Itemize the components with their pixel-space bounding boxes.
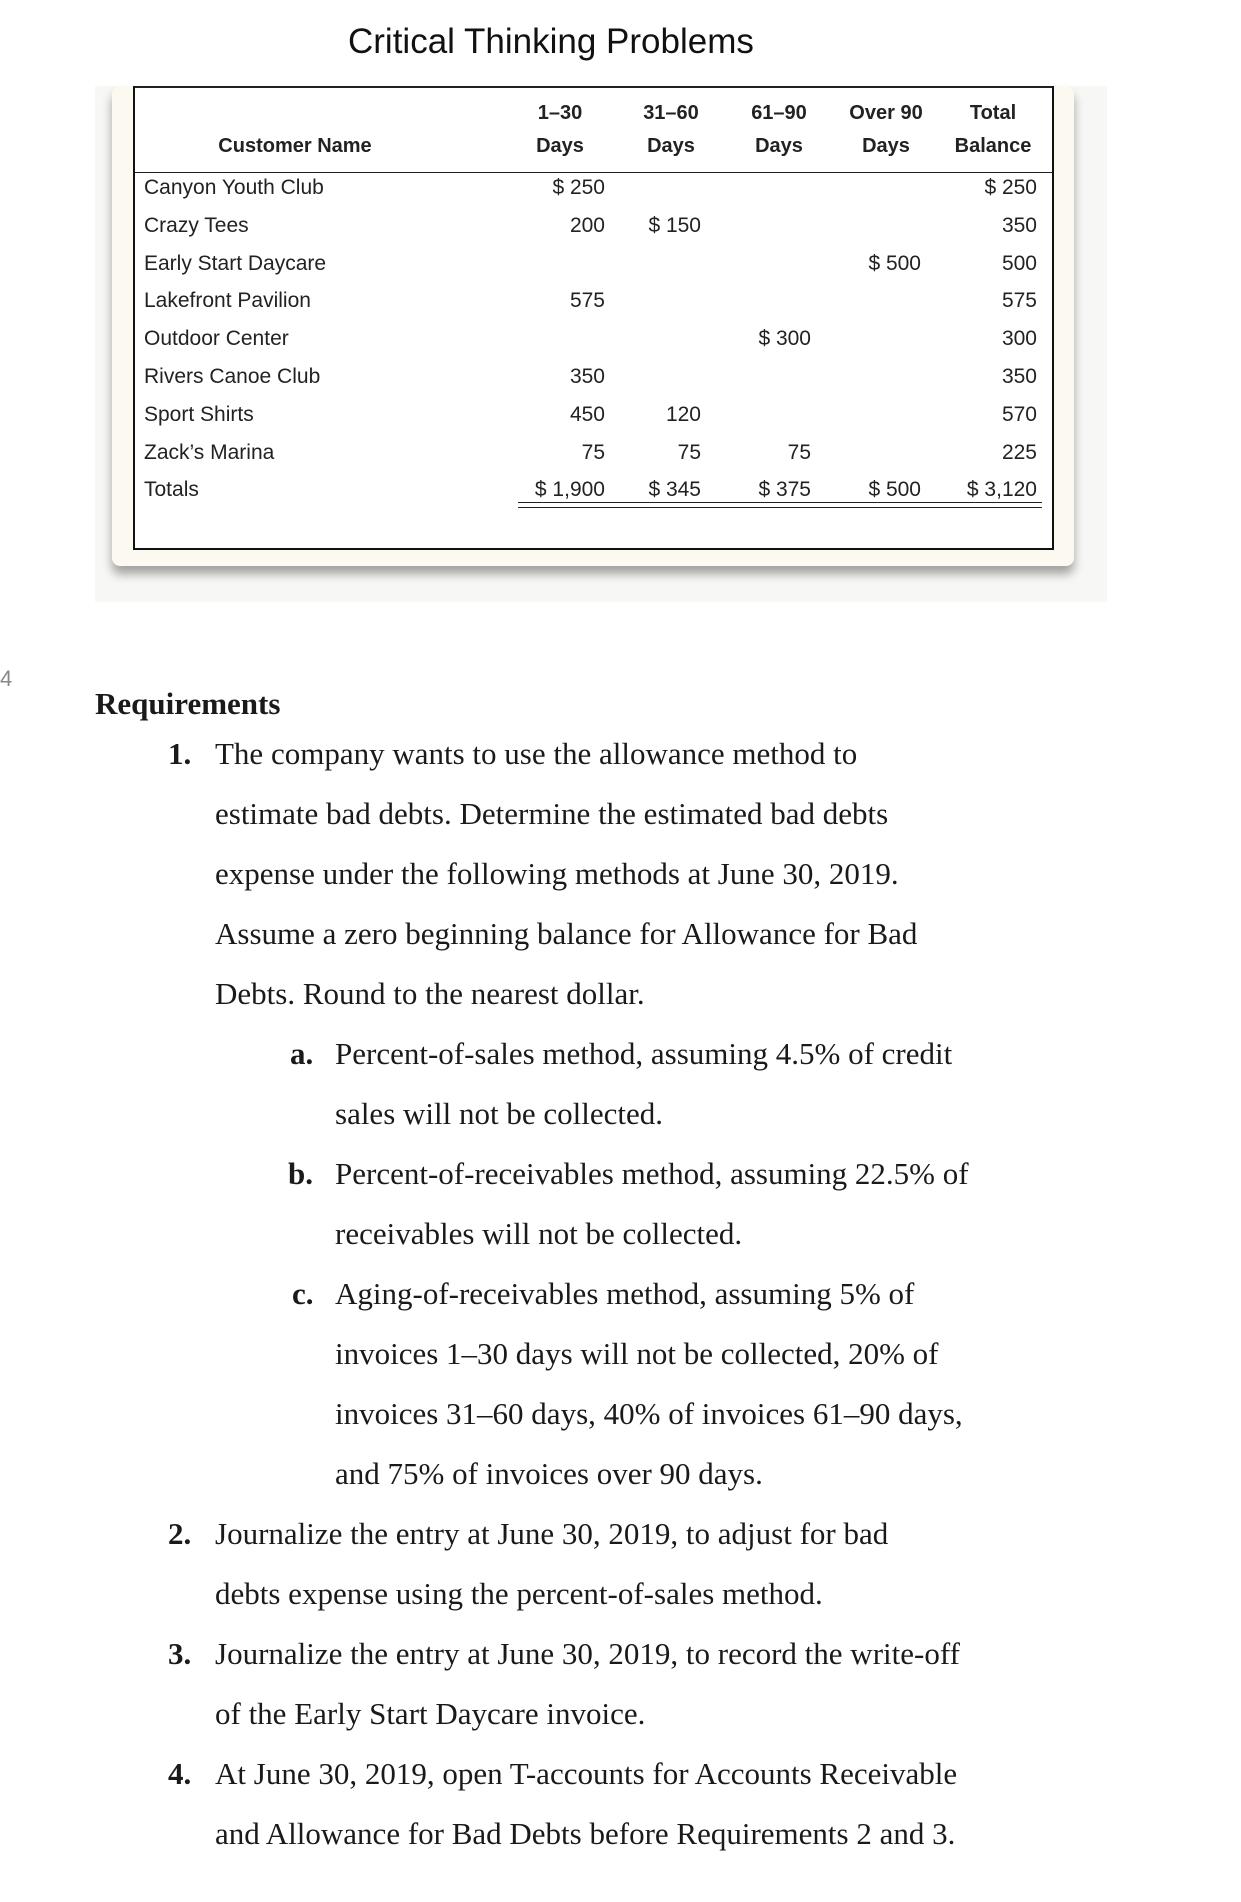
total-amount-cell-d2: $ 345 [648,478,701,502]
header-rule [135,172,1052,173]
amount-cell-total: 225 [1001,440,1037,464]
amount-cell-d4: $ 500 [868,251,921,275]
total-amount-cell-d4: $ 500 [868,478,921,502]
requirement-label-r2: 2. [168,1516,192,1551]
header-31-60-top: 31–60 [643,102,699,124]
header-total-balance-bottom: Balance [954,135,1032,157]
header-61-90-top: 61–90 [751,102,807,124]
customer-name-cell: Crazy Tees [144,213,249,237]
requirement-text-line: Assume a zero beginning balance for Allowance for Bad [215,916,918,951]
amount-cell-d1: 200 [569,213,605,237]
requirement-text-line: Aging-of-receivables method, assuming 5% of [335,1276,915,1311]
requirement-text-line: At June 30, 2019, open T-accounts for Accounts Receivable [215,1756,958,1791]
requirement-text-line: invoices 31–60 days, 40% of invoices 61–90 days, [335,1396,963,1431]
header-1-30-top: 1–30 [537,102,583,124]
total-amount-cell-d1: $ 1,900 [534,478,605,502]
amount-cell-d3: $ 300 [758,327,811,351]
requirement-label-r1: 1. [168,736,192,771]
amount-cell-d1: 575 [569,289,605,313]
header-1-30-bottom: Days [536,135,584,157]
table-top-rule [135,86,1052,88]
page-title: Critical Thinking Problems [348,22,754,61]
header-over-90-bottom: Days [862,135,910,157]
requirement-text-line: and Allowance for Bad Debts before Requirements 2 and 3. [215,1816,956,1851]
requirement-text-line: invoices 1–30 days will not be collected, 20% of [335,1336,939,1371]
requirement-text-line: expense under the following methods at June 30, 2019. [215,856,899,891]
requirement-text-line: Percent-of-receivables method, assuming 22.5% of [335,1156,969,1191]
requirement-text-line: The company wants to use the allowance method to [215,736,858,771]
amount-cell-total: 350 [1001,213,1037,237]
amount-cell-total: 300 [1001,327,1037,351]
header-over-90-top: Over 90 [849,102,923,124]
requirement-label-a: a. [290,1036,314,1071]
customer-name-cell: Sport Shirts [144,402,254,426]
amount-cell-total: 500 [1001,251,1037,275]
totals-label: Totals [144,478,199,502]
requirement-text-line: debts expense using the percent-of-sales method. [215,1576,823,1611]
amount-cell-total: 570 [1001,402,1037,426]
requirement-text-line: Debts. Round to the nearest dollar. [215,976,645,1011]
customer-name-cell: Rivers Canoe Club [144,365,321,388]
requirement-text-line: sales will not be collected. [335,1096,663,1131]
amount-cell-total: 350 [1001,365,1037,388]
aging-table [133,86,1054,550]
requirement-text-line: and 75% of invoices over 90 days. [335,1456,763,1491]
amount-cell-total: $ 250 [984,176,1037,199]
total-amount-cell-d3: $ 375 [758,478,811,502]
header-total-balance-top: Total [969,102,1017,124]
amount-cell-d1: 450 [569,402,605,426]
header-customer-name: Customer Name [218,135,372,157]
requirement-text-line: Percent-of-sales method, assuming 4.5% of credit [335,1036,953,1071]
customer-name-cell: Zack’s Marina [144,440,275,464]
customer-name-cell: Outdoor Center [144,327,289,351]
requirement-label-c: c. [292,1276,314,1311]
amount-cell-d1: 350 [569,365,605,388]
amount-cell-d2: 120 [665,402,701,426]
header-61-90-bottom: Days [755,135,803,157]
amount-cell-d2: $ 150 [648,213,701,237]
total-amount-cell-total: $ 3,120 [966,478,1037,502]
amount-cell-d2: 75 [677,440,701,464]
customer-name-cell: Canyon Youth Club [144,176,324,199]
requirement-text-line: of the Early Start Daycare invoice. [215,1696,646,1731]
customer-name-cell: Lakefront Pavilion [144,289,311,313]
page-margin-number: 4 [0,666,13,691]
amount-cell-d3: 75 [787,440,811,464]
requirement-label-r3: 3. [168,1636,192,1671]
requirement-label-r4: 4. [168,1756,192,1791]
requirement-label-b: b. [288,1156,313,1191]
amount-cell-d1: $ 250 [552,176,605,199]
customer-name-cell: Early Start Daycare [144,251,327,275]
totals-double-rule-1 [518,502,1042,503]
header-31-60-bottom: Days [647,135,695,157]
requirement-text-line: estimate bad debts. Determine the estimated bad debts [215,796,889,831]
requirement-text-line: receivables will not be collected. [335,1216,743,1251]
requirement-text-line: Journalize the entry at June 30, 2019, to record the write-off [215,1636,960,1671]
requirements-heading: Requirements [95,686,281,721]
amount-cell-total: 575 [1001,289,1037,313]
totals-double-rule-2 [518,507,1042,508]
requirement-text-line: Journalize the entry at June 30, 2019, to adjust for bad [215,1516,889,1551]
amount-cell-d1: 75 [581,440,605,464]
